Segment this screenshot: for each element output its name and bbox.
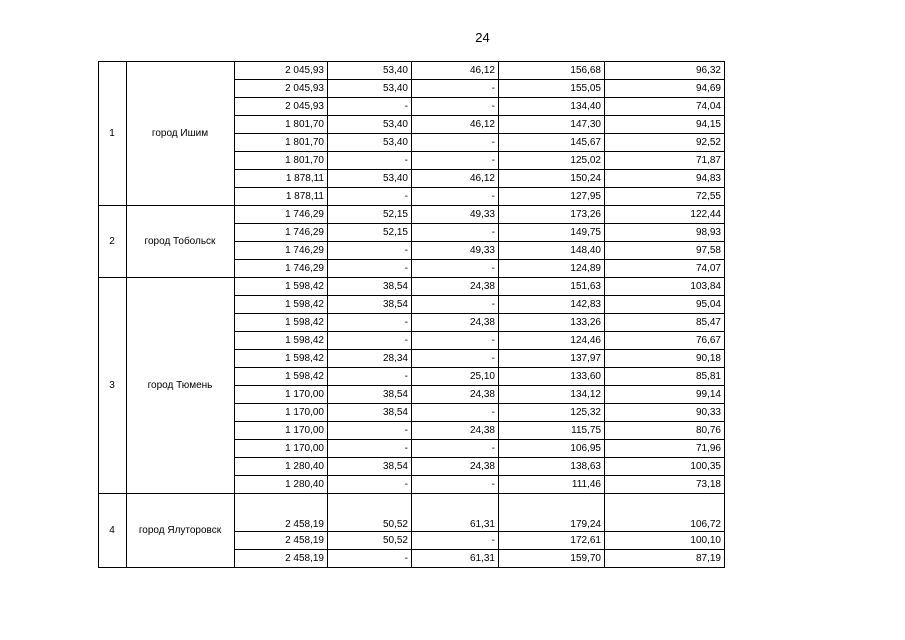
value-cell: 148,40 [499, 242, 605, 260]
value-cell: - [328, 422, 412, 440]
tariff-table-body [99, 62, 725, 568]
value-cell: 94,15 [605, 116, 725, 134]
value-cell: 1 878,11 [235, 188, 328, 206]
value-cell: - [328, 476, 412, 494]
value-cell: 46,12 [412, 62, 499, 80]
value-cell: 1 280,40 [235, 476, 328, 494]
value-cell: 147,30 [499, 116, 605, 134]
value-cell: 111,46 [499, 476, 605, 494]
value-cell: 72,55 [605, 188, 725, 206]
value-cell: 46,12 [412, 116, 499, 134]
value-cell: 133,26 [499, 314, 605, 332]
value-cell: 179,24 [499, 494, 605, 532]
value-cell: 124,46 [499, 332, 605, 350]
tariff-table [98, 61, 725, 568]
value-cell: 125,02 [499, 152, 605, 170]
value-cell: 24,38 [412, 314, 499, 332]
city-name: город Ишим [127, 62, 235, 206]
value-cell: 49,33 [412, 242, 499, 260]
value-cell: - [328, 152, 412, 170]
value-cell: 145,67 [499, 134, 605, 152]
value-cell: 100,10 [605, 532, 725, 550]
value-cell: - [328, 368, 412, 386]
value-cell: - [412, 296, 499, 314]
value-cell: 87,19 [605, 550, 725, 568]
value-cell: 52,15 [328, 206, 412, 224]
value-cell: - [412, 152, 499, 170]
value-cell: 98,93 [605, 224, 725, 242]
value-cell: 50,52 [328, 532, 412, 550]
value-cell: 103,84 [605, 278, 725, 296]
value-cell: 1 598,42 [235, 350, 328, 368]
value-cell: 156,68 [499, 62, 605, 80]
value-cell: 53,40 [328, 80, 412, 98]
value-cell: 94,83 [605, 170, 725, 188]
value-cell: 155,05 [499, 80, 605, 98]
value-cell: - [412, 476, 499, 494]
value-cell: 1 598,42 [235, 368, 328, 386]
value-cell: 53,40 [328, 62, 412, 80]
value-cell: 133,60 [499, 368, 605, 386]
value-cell: 38,54 [328, 296, 412, 314]
value-cell: 38,54 [328, 404, 412, 422]
value-cell: 95,04 [605, 296, 725, 314]
city-name: город Тюмень [127, 278, 235, 494]
row-number: 4 [99, 494, 127, 568]
value-cell: 61,31 [412, 550, 499, 568]
value-cell: - [412, 404, 499, 422]
value-cell: 61,31 [412, 494, 499, 532]
value-cell: 71,96 [605, 440, 725, 458]
value-cell: 1 801,70 [235, 116, 328, 134]
value-cell: 106,95 [499, 440, 605, 458]
value-cell: - [328, 332, 412, 350]
table-row [99, 62, 725, 80]
value-cell: 1 598,42 [235, 332, 328, 350]
value-cell: 100,35 [605, 458, 725, 476]
value-cell: 52,15 [328, 224, 412, 242]
value-cell: 125,32 [499, 404, 605, 422]
value-cell: - [412, 260, 499, 278]
value-cell: - [412, 134, 499, 152]
value-cell: 96,32 [605, 62, 725, 80]
value-cell: 149,75 [499, 224, 605, 242]
value-cell: 138,63 [499, 458, 605, 476]
value-cell: - [412, 532, 499, 550]
value-cell: - [328, 242, 412, 260]
value-cell: 28,34 [328, 350, 412, 368]
value-cell: 106,72 [605, 494, 725, 532]
value-cell: 1 746,29 [235, 206, 328, 224]
value-cell: 73,18 [605, 476, 725, 494]
value-cell: 134,40 [499, 98, 605, 116]
value-cell: 134,12 [499, 386, 605, 404]
value-cell: 2 458,19 [235, 494, 328, 532]
value-cell: 1 801,70 [235, 134, 328, 152]
value-cell: 74,07 [605, 260, 725, 278]
value-cell: - [412, 350, 499, 368]
value-cell: 1 598,42 [235, 296, 328, 314]
value-cell: 53,40 [328, 170, 412, 188]
value-cell: 122,44 [605, 206, 725, 224]
value-cell: 24,38 [412, 422, 499, 440]
value-cell: 85,81 [605, 368, 725, 386]
table-row [99, 494, 725, 532]
value-cell: 1 746,29 [235, 260, 328, 278]
value-cell: 97,58 [605, 242, 725, 260]
value-cell: 151,63 [499, 278, 605, 296]
value-cell: 46,12 [412, 170, 499, 188]
value-cell: 1 170,00 [235, 440, 328, 458]
row-number: 2 [99, 206, 127, 278]
value-cell: - [412, 332, 499, 350]
value-cell: 2 458,19 [235, 550, 328, 568]
table-row [99, 206, 725, 224]
value-cell: 76,67 [605, 332, 725, 350]
value-cell: 99,14 [605, 386, 725, 404]
value-cell: - [412, 80, 499, 98]
value-cell: 1 170,00 [235, 404, 328, 422]
value-cell: 115,75 [499, 422, 605, 440]
value-cell: 90,33 [605, 404, 725, 422]
value-cell: - [412, 188, 499, 206]
value-cell: - [328, 314, 412, 332]
value-cell: 1 801,70 [235, 152, 328, 170]
value-cell: 38,54 [328, 458, 412, 476]
value-cell: 137,97 [499, 350, 605, 368]
table-row [99, 278, 725, 296]
value-cell: 150,24 [499, 170, 605, 188]
row-number: 3 [99, 278, 127, 494]
value-cell: 92,52 [605, 134, 725, 152]
value-cell: 1 170,00 [235, 386, 328, 404]
value-cell: - [412, 440, 499, 458]
value-cell: 38,54 [328, 278, 412, 296]
value-cell: 94,69 [605, 80, 725, 98]
value-cell: 24,38 [412, 278, 499, 296]
value-cell: 80,76 [605, 422, 725, 440]
value-cell: 38,54 [328, 386, 412, 404]
value-cell: - [328, 550, 412, 568]
value-cell: 53,40 [328, 116, 412, 134]
value-cell: 172,61 [499, 532, 605, 550]
value-cell: 24,38 [412, 386, 499, 404]
value-cell: 173,26 [499, 206, 605, 224]
value-cell: - [328, 188, 412, 206]
value-cell: 2 458,19 [235, 532, 328, 550]
value-cell: - [328, 440, 412, 458]
value-cell: 1 878,11 [235, 170, 328, 188]
value-cell: 49,33 [412, 206, 499, 224]
value-cell: - [328, 260, 412, 278]
value-cell: 2 045,93 [235, 80, 328, 98]
value-cell: 24,38 [412, 458, 499, 476]
value-cell: - [328, 98, 412, 116]
value-cell: 142,83 [499, 296, 605, 314]
value-cell: 85,47 [605, 314, 725, 332]
value-cell: 50,52 [328, 494, 412, 532]
value-cell: - [412, 224, 499, 242]
page-number: 24 [475, 30, 490, 45]
value-cell: 1 170,00 [235, 422, 328, 440]
value-cell: 127,95 [499, 188, 605, 206]
value-cell: 53,40 [328, 134, 412, 152]
city-name: город Тобольск [127, 206, 235, 278]
value-cell: 25,10 [412, 368, 499, 386]
value-cell: - [412, 98, 499, 116]
value-cell: 1 598,42 [235, 278, 328, 296]
value-cell: 124,89 [499, 260, 605, 278]
value-cell: 90,18 [605, 350, 725, 368]
value-cell: 74,04 [605, 98, 725, 116]
row-number: 1 [99, 62, 127, 206]
value-cell: 1 746,29 [235, 224, 328, 242]
city-name: город Ялуторовск [127, 494, 235, 568]
value-cell: 159,70 [499, 550, 605, 568]
value-cell: 1 746,29 [235, 242, 328, 260]
value-cell: 2 045,93 [235, 62, 328, 80]
value-cell: 1 280,40 [235, 458, 328, 476]
value-cell: 71,87 [605, 152, 725, 170]
value-cell: 2 045,93 [235, 98, 328, 116]
value-cell: 1 598,42 [235, 314, 328, 332]
